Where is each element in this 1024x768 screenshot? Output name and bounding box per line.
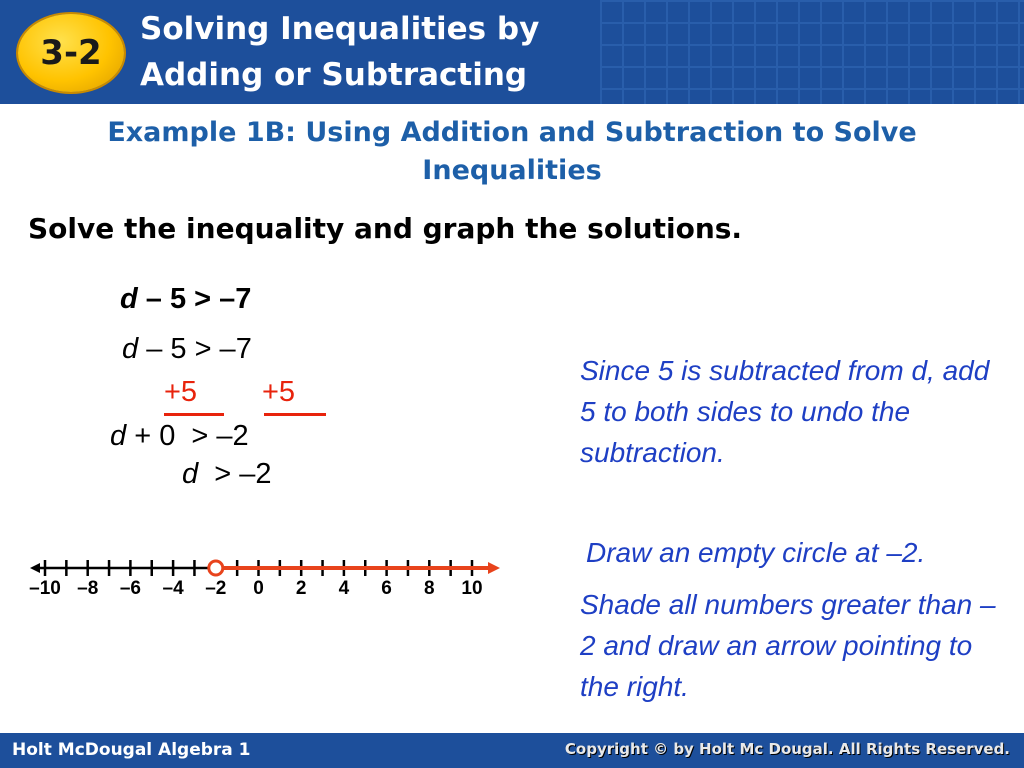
tick-label: 0 [253, 578, 264, 599]
footer-book-title: Holt McDougal Algebra 1 [12, 740, 251, 760]
header-grid-pattern [600, 0, 1024, 104]
tick-label: –6 [119, 578, 141, 599]
tick-label: –10 [29, 578, 61, 599]
example-title-line1: Example 1B: Using Addition and Subtraction to Solve [107, 117, 917, 148]
tick-label: –4 [162, 578, 184, 599]
tick-label: –8 [77, 578, 99, 599]
step1-rest: – 5 > –7 [138, 333, 252, 365]
right-arrow-icon [488, 562, 500, 574]
step-solution [182, 458, 272, 491]
example-title-line2: Inequalities [422, 155, 602, 186]
note-circle-instruction: Draw an empty circle at –2. [586, 537, 926, 568]
slide-header [0, 0, 1024, 104]
tick-label: 10 [461, 578, 483, 599]
tick-label: 6 [381, 578, 392, 599]
tick-label: 2 [295, 578, 307, 599]
footer-copyright: Copyright © by Holt Mc Dougal. All Rights Reserved. [564, 740, 1010, 758]
slide-footer [0, 733, 1024, 768]
example-title [0, 114, 1024, 190]
step3-rest: + 0 > –2 [126, 420, 249, 452]
add-left-underline [164, 413, 224, 416]
lesson-title-line2: Adding or Subtracting [140, 57, 528, 93]
lesson-number: 3-2 [40, 33, 102, 73]
step-add-right: +5 [262, 376, 296, 408]
number-line [0, 548, 520, 608]
lesson-title-line1: Solving Inequalities by [140, 11, 540, 47]
problem-inequality [120, 283, 251, 316]
tick-label: 4 [338, 578, 350, 599]
tick-label: 8 [424, 578, 435, 599]
step3-variable: d [110, 420, 127, 452]
problem-rest: – 5 > –7 [137, 283, 252, 315]
step-add-left: +5 [164, 376, 198, 408]
lesson-badge [18, 14, 124, 92]
problem-variable: d [120, 283, 138, 315]
open-circle [209, 561, 223, 575]
step1-variable: d [122, 333, 139, 365]
step4-rest: > –2 [198, 458, 272, 490]
step-simplified [110, 420, 249, 453]
left-arrow-icon [30, 563, 40, 573]
add-right-underline [264, 413, 326, 416]
step-original [122, 333, 252, 366]
note-subtract-explanation: Since 5 is subtracted from d, add 5 to both sides to undo the subtraction. [580, 355, 990, 468]
instruction-text: Solve the inequality and graph the solutions. [28, 212, 743, 245]
tick-label: –2 [205, 578, 227, 599]
lesson-title [140, 6, 610, 98]
note-shade-instruction: Shade all numbers greater than –2 and draw an arrow pointing to the right. [580, 589, 996, 702]
step4-variable: d [182, 458, 199, 490]
